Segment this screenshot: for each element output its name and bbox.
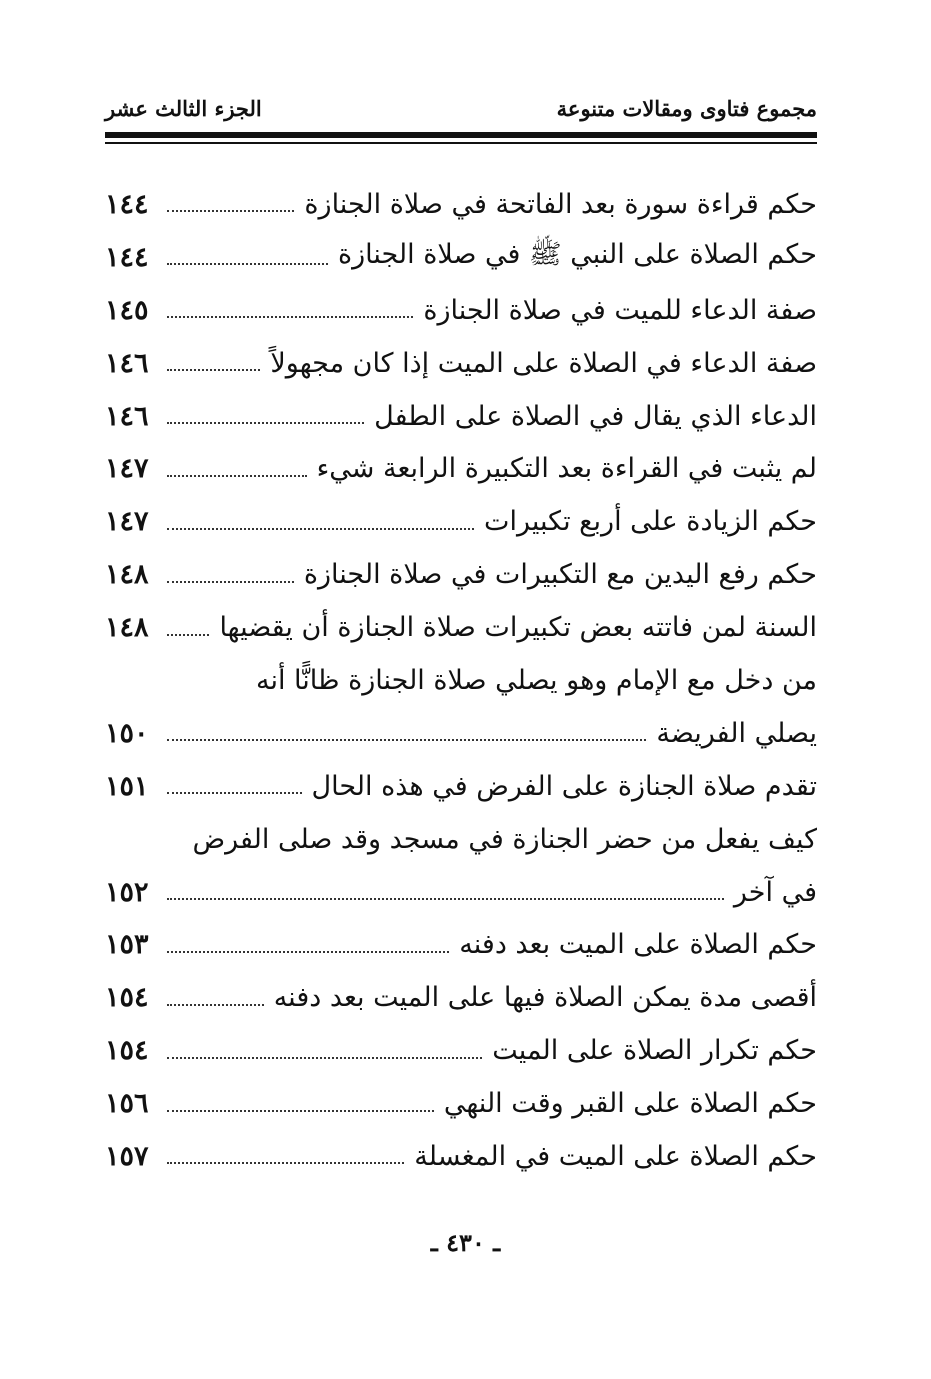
toc-dot-leader [167,263,328,265]
toc-entry-title: حكم قراءة سورة بعد الفاتحة في صلاة الجنازة [304,188,817,220]
toc-dot-leader [167,634,209,636]
toc-dot-leader [167,475,307,477]
toc-entry [105,601,817,654]
toc-entry-page: ١٥١ [105,770,149,802]
toc-entry-page: ١٤٨ [105,612,149,644]
page-number: ـ ٤٣٠ ـ [430,1228,501,1257]
toc-entry [105,284,817,337]
toc-entry-page: ١٥٣ [105,929,149,961]
toc-entry-title: حكم الصلاة على الميت بعد دفنه [459,929,817,961]
toc-entry [105,1024,817,1077]
toc-entry-page: ١٤٨ [105,559,149,591]
toc-entry-page: ١٤٧ [105,506,149,538]
toc-entry-title: يصلي الفريضة [656,717,817,749]
toc-entry-title: حكم الزيادة على أربع تكبيرات [484,506,817,538]
header-rule-thick [105,132,817,138]
toc-entry-title: أقصى مدة يمكن الصلاة فيها على الميت بعد دفنه [273,982,817,1014]
toc-entry-title: الدعاء الذي يقال في الصلاة على الطفل [374,400,817,432]
toc-dot-leader [167,1004,264,1006]
toc-entry-page: ١٤٥ [105,294,149,326]
toc-entry-title: حكم الصلاة على الميت في المغسلة [414,1140,817,1172]
toc-entry [105,866,817,919]
toc-entry [105,707,817,760]
toc-dot-leader [167,581,294,583]
toc-dot-leader [167,369,260,371]
toc-dot-leader [167,1057,482,1059]
toc-entry [105,231,817,284]
toc-entry-page: ١٤٦ [105,347,149,379]
toc-entry-page: ١٤٤ [105,188,149,220]
running-header [105,92,817,128]
toc-entry-continued [105,654,817,707]
toc-entry [105,178,817,231]
toc-entry [105,495,817,548]
toc-entry-page: ١٥٤ [105,1035,149,1067]
toc-dot-leader [167,210,294,212]
toc-entry-page: ١٥٢ [105,876,149,908]
toc-entry-title: صفة الدعاء للميت في صلاة الجنازة [423,294,817,326]
toc-entry-page: ١٥٦ [105,1088,149,1120]
toc-dot-leader [167,951,449,953]
toc-entry-title: كيف يفعل من حضر الجنازة في مسجد وقد صلى الفرض [192,823,817,855]
toc-entry-title: لم يثبت في القراءة بعد التكبيرة الرابعة شيء [316,453,817,485]
toc-entry-page: ١٤٧ [105,453,149,485]
toc-entry-page: ١٥٧ [105,1140,149,1172]
toc-entry [105,971,817,1024]
toc-entry-page: ١٤٦ [105,400,149,432]
toc-entry-title: حكم الصلاة على النبي ﷺ في صلاة الجنازة [337,239,817,271]
toc-entry [105,1130,817,1183]
toc-entry-title: صفة الدعاء في الصلاة على الميت إذا كان مجهولاً [270,347,817,379]
header-rule [105,132,817,146]
toc-dot-leader [167,528,474,530]
toc-entry-title: تقدم صلاة الجنازة على الفرض في هذه الحال [311,770,817,802]
book-title: مجموع فتاوى ومقالات متنوعة [556,96,817,121]
header-rule-thin [105,142,817,144]
toc-entry-page: ١٤٤ [105,241,149,273]
toc-entry [105,918,817,971]
toc-entry-page: ١٥٠ [105,717,149,749]
toc-dot-leader [167,898,724,900]
toc-entry-title: حكم رفع اليدين مع التكبيرات في صلاة الجنازة [303,559,817,591]
toc-entry-title: في آخر [733,876,817,908]
toc-entry-title: من دخل مع الإمام وهو يصلي صلاة الجنازة ظانًّا أنه [255,664,817,696]
table-of-contents [105,178,817,1183]
toc-entry [105,337,817,390]
toc-entry [105,390,817,443]
toc-dot-leader [167,1110,434,1112]
toc-entry-title: حكم تكرار الصلاة على الميت [492,1035,817,1067]
toc-entry-title: حكم الصلاة على القبر وقت النهي [443,1088,817,1120]
toc-dot-leader [167,422,364,424]
toc-entry-title: السنة لمن فاتته بعض تكبيرات صلاة الجنازة أن يقضيها [219,612,817,644]
toc-entry [105,548,817,601]
toc-dot-leader [167,739,646,741]
volume-label: الجزء الثالث عشر [105,96,262,121]
toc-dot-leader [167,1162,404,1164]
toc-entry [105,1077,817,1130]
toc-entry [105,760,817,813]
toc-entry [105,442,817,495]
toc-dot-leader [167,792,302,794]
toc-dot-leader [167,316,413,318]
toc-entry-continued [105,813,817,866]
toc-entry-page: ١٥٤ [105,982,149,1014]
